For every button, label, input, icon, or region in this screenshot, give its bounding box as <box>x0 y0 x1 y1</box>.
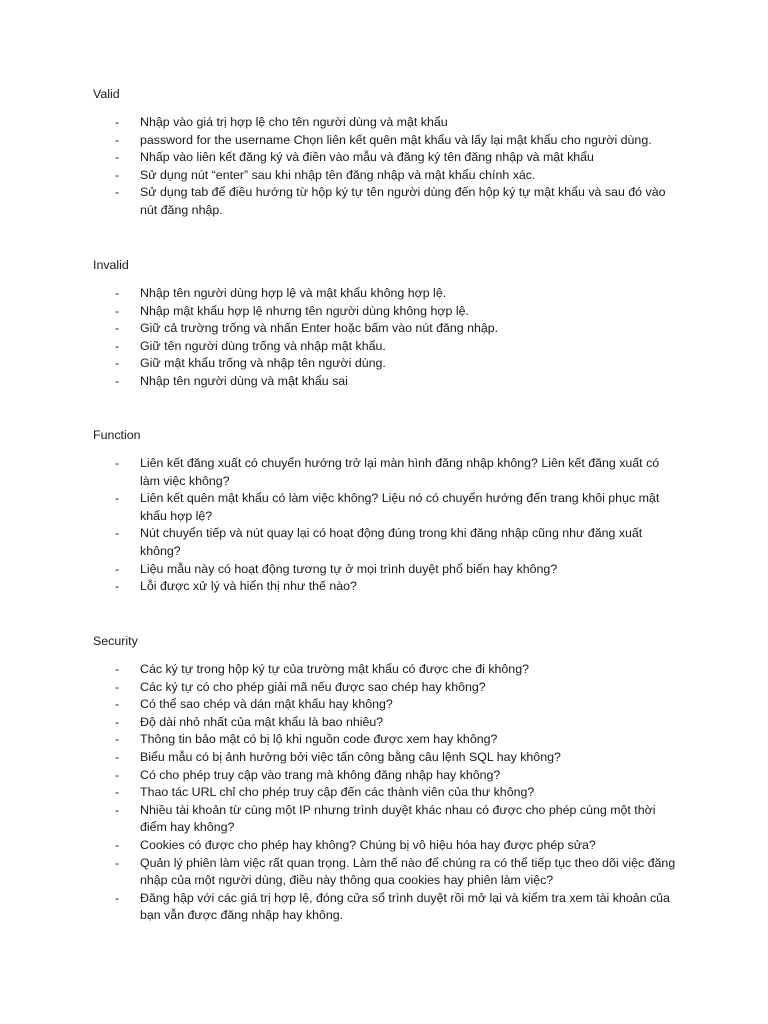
list-item: - Các ký tự có cho phép giải mã nếu được sao chép hay không? <box>0 679 680 697</box>
list-item: - Nhiều tài khoản từ cùng một IP nhưng trình duyệt khác nhau có được cho phép cùng một thời điểm hay không? <box>115 802 656 835</box>
list-item: - Sử dụng tab để điều hướng từ hộp ký tự tên người dùng đến hộp ký tự mật khẩu và sau đó vào nút đăng nhập. <box>115 185 666 217</box>
list-item: - Biểu mẫu có bị ảnh hưởng bởi việc tấn công bằng câu lệnh SQL hay không? <box>0 749 680 767</box>
bullet-dash: - <box>115 132 120 147</box>
section-heading-function: Function <box>93 428 141 442</box>
list-item: - Liên kết quên mật khẩu có làm việc không? Liệu nó có chuyển hướng đến trang khôi phục mật khẩu hợp lệ? <box>115 491 660 523</box>
list-item: - Nhập tên người dùng và mật khẩu sai <box>0 373 680 391</box>
bullet-dash: - <box>115 802 120 817</box>
list-item: - Nút chuyển tiếp và nút quay lại có hoạt động đúng trong khi đăng nhập cũng như đăng xuất không? <box>115 526 643 558</box>
list-item: - Các ký tự trong hộp ký tự của trường mật khẩu có được che đi không? <box>0 661 680 679</box>
section-heading-security: Security <box>93 634 138 648</box>
bullet-dash: - <box>115 115 120 129</box>
bullet-dash: - <box>115 855 120 870</box>
list-item: - Quản lý phiên làm việc rất quan trọng. Làm thế nào để chúng ra có thể tiếp tục theo dõi việc đăng nhập của một người dùng, điều này thông qua cookies hay phiên làm việc? <box>115 855 676 888</box>
list-item: - Có thể sao chép và dán mật khẩu hay không? <box>0 696 680 714</box>
list-item: - Thao tác URL chỉ cho phép truy cập đến các thành viên của thư không? <box>0 784 680 802</box>
bullet-dash: - <box>115 185 120 200</box>
bullet-dash: - <box>115 561 120 576</box>
bullet-dash: - <box>115 321 120 336</box>
bullet-dash: - <box>115 356 120 371</box>
list-valid <box>0 114 680 220</box>
list-invalid <box>0 285 680 391</box>
bullet-dash: - <box>115 714 120 729</box>
bullet-dash: - <box>115 837 120 852</box>
list-item: - Độ dài nhỏ nhất của mật khẩu là bao nhiêu? <box>0 714 680 732</box>
bullet-dash: - <box>115 890 120 905</box>
list-item: - Lỗi được xử lý và hiển thị như thế nào? <box>0 578 680 596</box>
list-item: - Liên kết đăng xuất có chuyển hướng trở lại màn hình đăng nhập không? Liên kết đăng xuất có làm việc không? <box>115 456 660 488</box>
bullet-dash: - <box>115 373 120 388</box>
list-item: - Nhập vào giá trị hợp lệ cho tên người dùng và mật khẩu <box>0 114 680 132</box>
list-item: - Có cho phép truy cập vào trang mà không đăng nhập hay không? <box>0 767 680 785</box>
list-security <box>0 661 680 925</box>
list-item: - Giữ cả trường trống và nhấn Enter hoặc bấm vào nút đăng nhập. <box>0 320 680 338</box>
bullet-dash: - <box>115 338 120 353</box>
bullet-dash: - <box>115 286 120 300</box>
bullet-dash: - <box>115 679 120 694</box>
bullet-dash: - <box>115 785 120 800</box>
bullet-dash: - <box>115 749 120 764</box>
list-item: - Cookies có được cho phép hay không? Chúng bị vô hiệu hóa hay được phép sửa? <box>0 837 680 855</box>
bullet-dash: - <box>115 697 120 712</box>
list-item: - Nhập tên người dùng hợp lệ và mật khẩu không hợp lệ. <box>0 285 680 303</box>
list-item: - Nhấp vào liên kết đăng ký và điền vào mẫu và đăng ký tên đăng nhập và mật khẩu <box>0 149 680 167</box>
section-heading-valid: Valid <box>93 87 120 101</box>
list-item: - Giữ mật khẩu trống và nhập tên người dùng. <box>0 355 680 373</box>
bullet-dash: - <box>115 491 120 506</box>
bullet-dash: - <box>115 662 120 676</box>
bullet-dash: - <box>115 456 120 470</box>
section-heading-invalid: Invalid <box>93 258 129 272</box>
list-item: - password for the username Chọn liên kết quên mật khẩu và lấy lại mật khẩu cho người dùng. <box>0 132 680 150</box>
list-item: - Thông tin bảo mật có bị lộ khi nguồn code được xem hay không? <box>0 731 680 749</box>
bullet-dash: - <box>115 150 120 165</box>
bullet-dash: - <box>115 303 120 318</box>
list-function <box>0 455 680 596</box>
bullet-dash: - <box>115 732 120 747</box>
bullet-dash: - <box>115 167 120 182</box>
list-item: - Liệu mẫu này có hoạt động tương tự ở mọi trình duyệt phổ biến hay không? <box>0 561 680 579</box>
list-item: - Sử dụng nút “enter” sau khi nhập tên đăng nhập và mật khẩu chính xác. <box>0 167 680 185</box>
bullet-dash: - <box>115 579 120 594</box>
list-item: - Đăng hập với các giá trị hợp lệ, đóng cửa sổ trình duyệt rồi mở lại và kiểm tra xem tài khoản của bạn vẫn được đăng nhập hay không. <box>115 890 670 923</box>
list-item: - Giữ tên người dùng trống và nhập mật khẩu. <box>0 338 680 356</box>
bullet-dash: - <box>115 767 120 782</box>
list-item: - Nhập mật khẩu hợp lệ nhưng tên người dùng không hợp lệ. <box>0 303 680 321</box>
bullet-dash: - <box>115 526 120 541</box>
